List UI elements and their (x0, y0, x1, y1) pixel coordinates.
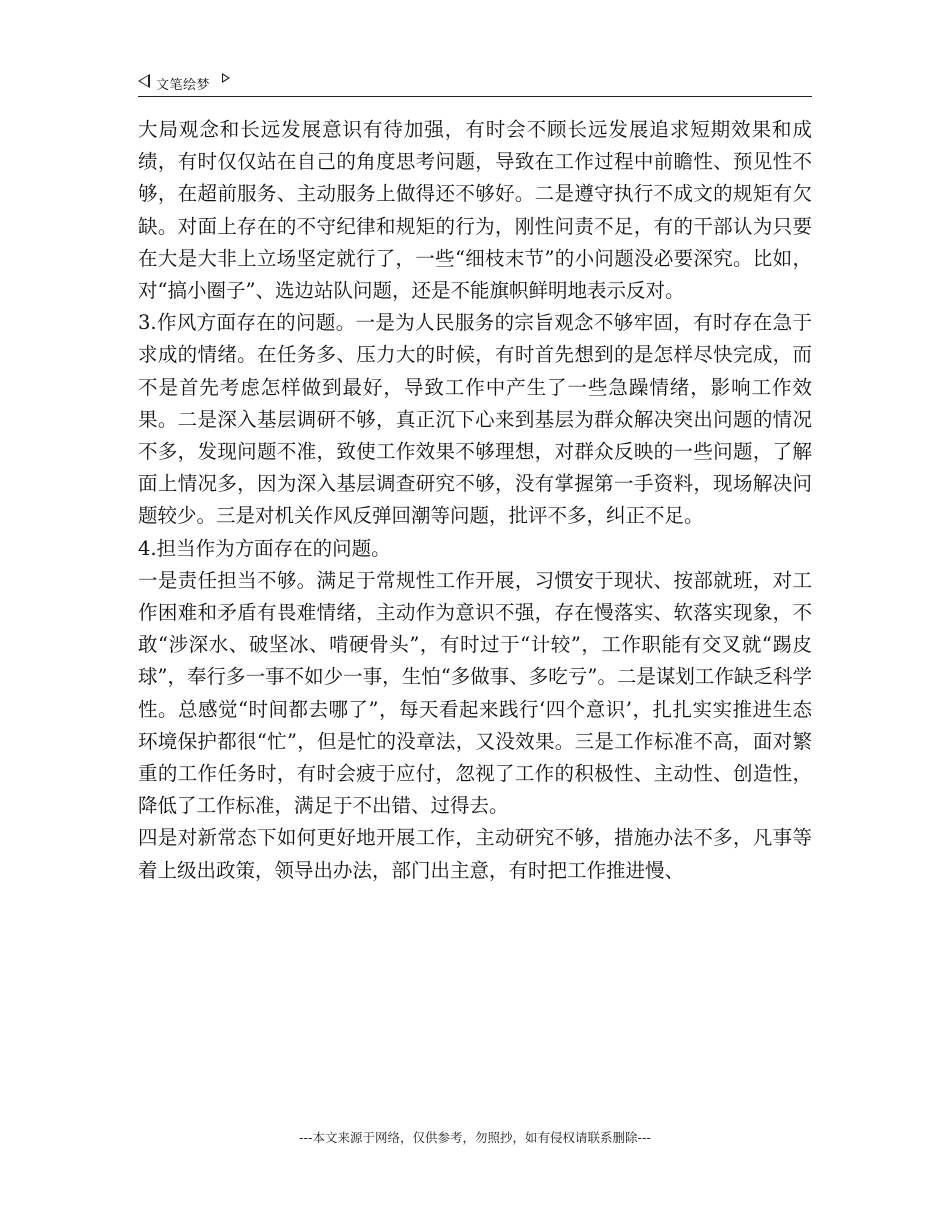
paragraph: 4.担当作为方面存在的问题。 (138, 536, 391, 560)
left-triangle-icon (138, 74, 150, 88)
page-header (138, 70, 812, 97)
document-body (138, 114, 812, 887)
paragraph: 大局观念和长远发展意识有待加强，有时会不顾长远发展追求短期效果和成绩，有时仅仅站在自己的角度思考问题，导致在工作过程中前瞻性、预见性不够，在超前服务、主动服务上做得还不够好。二是遵守执行不成文的规矩有欠缺。对面上存在的不守纪律和规矩的行为，刚性问责不足，有的干部认为只要在大是大非上立场坚定就行了，一些“细枝末节”的小问题没必要深究。比如，对“搞小圈子”、选边站队问题，还是不能旗帜鲜明地表示反对。 (138, 118, 812, 303)
page-footer-note: ---本文来源于网络，仅供参考，勿照抄，如有侵权请联系删除--- (298, 1130, 652, 1145)
paragraph: 3.作风方面存在的问题。一是为人民服务的宗旨观念不够牢固，有时存在急于求成的情绪。在任务多、压力大的时候，有时首先想到的是怎样尽快完成，而不是首先考虑怎样做到最好，导致工作中产生了一些急躁情绪，影响工作效果。二是深入基层调研不够，真正沉下心来到基层为群众解决突出问题的情况不多，发现问题不准，致使工作效果不够理想，对群众反映的一些问题，了解面上情况多，因为深入基层调查研究不够，没有掌握第一手资料，现场解决问题较少。三是对机关作风反弹回潮等问题，批评不多，纠正不足。 (138, 311, 812, 528)
paragraph: 一是责任担当不够。满足于常规性工作开展，习惯安于现状、按部就班，对工作困难和矛盾有畏难情绪，主动作为意识不强，存在慢落实、软落实现象，不敢“涉深水、破坚冰、啃硬骨头”，有时过于“计较”，工作职能有交叉就“踢皮球”，奉行多一事不如少一事，生怕“多做事、多吃亏”。二是谋划工作缺乏科学性。总感觉“时间都去哪了”，每天看起来践行‘四个意识’，扎扎实实推进生态环境保护都很“忙”，但是忙的没章法，又没效果。三是工作标准不高，面对繁重的工作任务时，有时会疲于应付，忽视了工作的积极性、主动性、创造性，降低了工作标准，满足于不出错、过得去。 (138, 568, 812, 818)
header-brand: 文笔绘梦 (156, 78, 211, 93)
right-triangle-icon (222, 73, 230, 83)
paragraph: 四是对新常态下如何更好地开展工作，主动研究不够，措施办法不多，凡事等着上级出政策，领导出办法，部门出主意，有时把工作推进慢、 (138, 826, 812, 882)
